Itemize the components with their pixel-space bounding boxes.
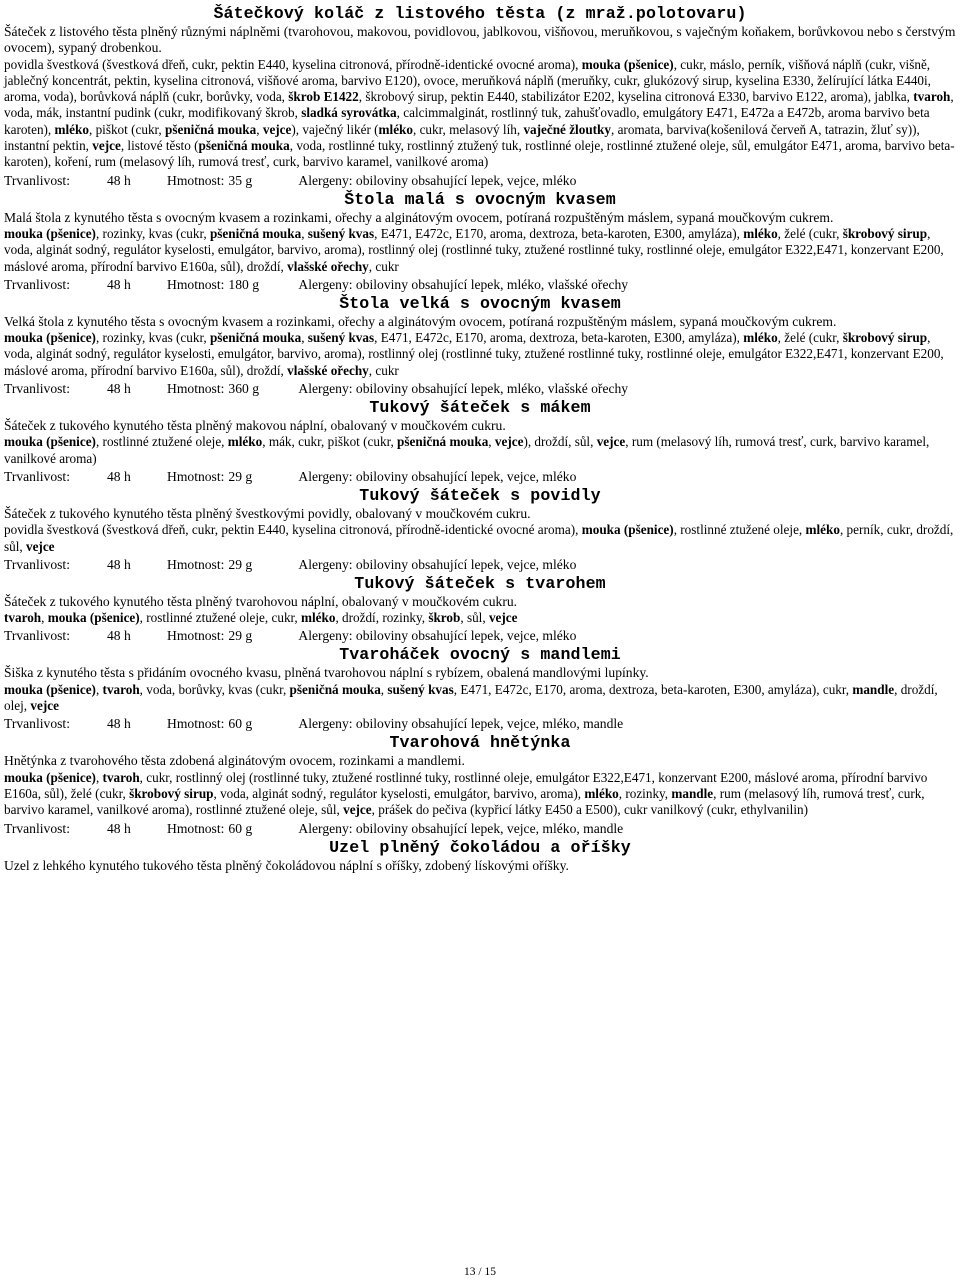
weight-value: 29 g: [228, 628, 253, 644]
ingredient-text: ), droždí, sůl,: [523, 434, 597, 450]
ingredient-text: ,: [41, 610, 48, 626]
product-description: Šiška z kynutého těsta s přidáním ovocného kvasu, plněná tvarohovou náplní s rybízem, obalená mandlovými lupínky.: [4, 665, 649, 681]
allergen-ingredient: vejce: [92, 138, 121, 154]
ingredient-text: povidla švestková (švestková dřeň, cukr, pektin E440, kyselina citronová, přírodně-identické ovocné aroma),: [4, 56, 582, 72]
shelf-life-value: 48 h: [107, 820, 131, 836]
shelf-life-value: 48 h: [107, 556, 131, 572]
ingredient-text: , droždí, olej,: [4, 681, 938, 714]
product-meta-row: [4, 171, 956, 190]
allergen-ingredient: sladká syrovátka: [301, 105, 397, 121]
product-title: Tukový šáteček s mákem: [369, 398, 591, 418]
weight-value: 60 g: [228, 820, 253, 836]
product-description: Uzel z lehkého kynutého tukového těsta plněný čokoládovou náplní s oříšky, zdobený lískovými oříšky.: [4, 857, 569, 873]
allergen-ingredient: pšeničná mouka: [289, 681, 381, 697]
product-section: [4, 574, 956, 646]
allergen-ingredient: pšeničná mouka: [209, 330, 302, 346]
allergen-ingredient: sušený kvas: [307, 225, 375, 241]
ingredient-text: , rozinky,: [618, 785, 672, 801]
ingredient-text: ,: [380, 681, 388, 697]
product-description: Malá štola z kynutého těsta s ovocným kvasem a rozinkami, ořechy a alginátovým ovocem, potíraná rozpuštěným máslem, sypaná moučkovým cukrem.: [4, 209, 834, 225]
allergen-ingredient: mléko: [805, 522, 840, 538]
allergen-ingredient: vlašské ořechy: [287, 258, 369, 274]
shelf-life-label: Trvanlivost:: [4, 468, 70, 484]
ingredients-list: [4, 434, 956, 467]
shelf-life-label: Trvanlivost:: [4, 381, 70, 397]
ingredient-text: , mák, cukr, piškot (cukr,: [262, 434, 398, 450]
product-title: Štola malá s ovocným kvasem: [344, 189, 616, 209]
product-section: [4, 733, 956, 837]
allergen-ingredient: tvaroh: [4, 610, 42, 626]
allergen-ingredient: mouka (pšenice): [4, 681, 96, 697]
ingredient-text: , cukr, rostlinný olej (rostlinné tuky, ztužené rostlinné tuky, rostlinné oleje, emulgátor E322,E471, konzervant E200, máslové aroma, přírodní barvivo E160a, sůl), želé (cukr,: [4, 769, 928, 801]
ingredient-text: , rostlinné ztužené oleje,: [95, 434, 228, 450]
shelf-life-value: 48 h: [107, 468, 131, 484]
ingredient-text: povidla švestková (švestková dřeň, cukr, pektin E440, kyselina citronová, přírodně-identické ovocné aroma),: [4, 522, 582, 538]
allergen-ingredient: mouka (pšenice): [4, 330, 96, 346]
allergen-ingredient: pšeničná mouka: [209, 225, 302, 241]
ingredient-text: , E471, E472c, E170, aroma, dextroza, beta-karoten, E300, amyláza), cukr,: [453, 681, 853, 697]
ingredient-text: ,: [95, 769, 103, 785]
weight-label: Hmotnost:: [167, 716, 225, 732]
allergen-ingredient: mléko: [743, 330, 778, 346]
ingredients-list: [4, 682, 956, 715]
allergen-ingredient: mléko: [378, 121, 413, 137]
allergen-ingredient: vejce: [30, 698, 59, 714]
ingredient-text: , voda, borůvky, kvas (cukr,: [139, 681, 290, 697]
allergens-text: Alergeny: obiloviny obsahující lepek, vejce, mléko, mandle: [298, 716, 624, 732]
weight-value: 35 g: [228, 172, 253, 188]
ingredient-text: , voda, alginát sodný, regulátor kyselosti, emulgátor, barvivo, aroma), rostlinný olej (rostlinné tuky, ztužené rostlinné tuky, rostlinné oleje, emulgátor E322,E471, konzervant E200, máslové aroma, přírodní barvivo E160a, sůl), droždí,: [4, 225, 944, 274]
allergens-text: Alergeny: obiloviny obsahující lepek, vejce, mléko, mandle: [298, 820, 624, 836]
allergen-ingredient: sušený kvas: [307, 330, 375, 346]
ingredients-list: [4, 522, 956, 555]
shelf-life-label: Trvanlivost:: [4, 276, 70, 292]
shelf-life-value: 48 h: [107, 276, 131, 292]
ingredient-text: ,: [488, 434, 495, 450]
ingredient-text: , cukr, máslo, perník, višňová náplň (cukr, višně, jablečný koncentrát, pektin, kyselina citronová, višňové aroma, barvivo E120), ovoce, meruňková náplň (meruňky, cukr, glukózový sirup, kyselina E330, želírující látka E440i, aroma, voda), borůvková náplň (cukr, borůvky, voda,: [4, 56, 931, 105]
weight-value: 29 g: [228, 468, 253, 484]
ingredient-text: , voda, rostlinné tuky, rostlinný ztužený tuk, rostlinné oleje, rostlinné ztužené oleje, sůl, emulgátor E471, aroma, barvivo beta-karoten), koření, rum (melasový líh, rumová tresť, curk, barvivo karamel, vanilkové aroma): [4, 138, 955, 170]
shelf-life-label: Trvanlivost:: [4, 556, 70, 572]
allergen-ingredient: vlašské ořechy: [287, 362, 369, 378]
allergens-text: Alergeny: obiloviny obsahující lepek, vejce, mléko: [298, 556, 577, 572]
weight-value: 360 g: [228, 381, 259, 397]
ingredient-text: , E471, E472c, E170, aroma, dextroza, beta-karoten, E300, amyláza),: [374, 330, 744, 346]
page-number: 13 / 15: [464, 1266, 496, 1278]
product-section: [4, 190, 956, 294]
product-description: Velká štola z kynutého těsta s ovocným kvasem a rozinkami, ořechy a alginátovým ovocem, potíraná rozpuštěným máslem, sypaná moučkovým cukrem.: [4, 313, 837, 329]
product-title: Štola velká s ovocným kvasem: [339, 293, 621, 313]
shelf-life-value: 48 h: [107, 381, 131, 397]
allergen-ingredient: mouka (pšenice): [4, 434, 96, 450]
ingredient-text: , rum (melasový líh, rumová tresť, curk, barvivo karamel, vanilkové aroma): [4, 434, 930, 466]
allergen-ingredient: mouka (pšenice): [581, 56, 674, 72]
ingredient-text: , rozinky, kvas (cukr,: [95, 225, 210, 241]
ingredient-text: , E471, E472c, E170, aroma, dextroza, beta-karoten, E300, amyláza),: [374, 225, 744, 241]
weight-value: 60 g: [228, 716, 253, 732]
allergens-text: Alergeny: obiloviny obsahující lepek, mléko, vlašské ořechy: [298, 276, 629, 292]
allergen-ingredient: tvaroh: [102, 681, 140, 697]
ingredient-text: , listové těsto (: [120, 138, 199, 154]
weight-value: 180 g: [228, 276, 259, 292]
ingredient-text: , cukr, melasový líh,: [412, 121, 524, 137]
allergen-ingredient: tvaroh: [913, 89, 951, 105]
allergens-text: Alergeny: obiloviny obsahující lepek, vejce, mléko: [298, 628, 577, 644]
product-description: Šáteček z tukového kynutého těsta plněný švestkovými povidly, obalovaný v moučkovém cukru.: [4, 505, 531, 521]
product-section: [4, 645, 956, 733]
allergen-ingredient: vejce: [343, 802, 372, 818]
allergen-ingredient: mandle: [671, 785, 714, 801]
product-section: [4, 486, 956, 574]
product-section: [4, 398, 956, 486]
ingredient-text: , rum (melasový líh, rumová tresť, curk, barvivo karamel, vanilkové aroma), rostlinné ztužené oleje, sůl,: [4, 785, 925, 818]
product-meta-row: [4, 275, 956, 294]
product-title: Tvaroháček ovocný s mandlemi: [339, 645, 621, 665]
ingredients-list: [4, 330, 956, 379]
ingredient-text: ,: [95, 681, 103, 697]
product-title: Tukový šáteček s povidly: [359, 485, 601, 505]
allergen-ingredient: škrobový sirup: [842, 225, 928, 241]
product-description: Šáteček z listového těsta plněný různými náplněmi (tvarohovou, makovou, povidlovou, jablkovou, višňovou, meruňkovou, s vaječným koňakem, borůvkovou nebo s čerstvým ovocem), sypaný drobenkou.: [4, 24, 956, 56]
allergen-ingredient: pšeničná mouka: [165, 121, 257, 137]
weight-label: Hmotnost:: [167, 172, 225, 188]
product-meta-row: [4, 379, 956, 398]
shelf-life-label: Trvanlivost:: [4, 716, 70, 732]
product-description: Hnětýnka z tvarohového těsta zdobená alginátovým ovocem, rozinkami a mandlemi.: [4, 753, 465, 769]
weight-label: Hmotnost:: [167, 381, 225, 397]
document-page: [4, 4, 956, 874]
ingredient-text: , prášek do pečiva (kypřicí látky E450 a E500), cukr vanilkový (cukr, ethylvanilin): [371, 802, 808, 818]
product-meta-row: [4, 714, 956, 733]
allergen-ingredient: vejce: [494, 434, 524, 450]
allergen-ingredient: pšeničná mouka: [397, 434, 489, 450]
ingredient-text: , sůl,: [460, 610, 489, 626]
weight-value: 29 g: [228, 556, 253, 572]
product-title: Tukový šáteček s tvarohem: [354, 573, 606, 593]
ingredient-text: , voda, mák, instantní pudink (cukr, modifikovaný škrob,: [4, 89, 954, 121]
ingredient-text: , cukr: [368, 258, 399, 274]
weight-label: Hmotnost:: [167, 276, 225, 292]
ingredient-text: , piškot (cukr,: [88, 121, 165, 137]
ingredient-text: , voda, alginát sodný, regulátor kyselosti, emulgátor, barvivo, aroma), rostlinný olej (rostlinné tuky, ztužené rostlinné tuky, rostlinné oleje, emulgátor E322,E471, konzervant E200, máslové aroma, přírodní barvivo E160a, sůl), droždí,: [4, 330, 944, 378]
allergen-ingredient: mouka (pšenice): [4, 225, 96, 241]
ingredient-text: , rozinky, kvas (cukr,: [95, 330, 210, 346]
weight-label: Hmotnost:: [167, 556, 225, 572]
ingredient-text: , calcimmalginát, rostlinný tuk, zahušťovadlo, emulgátory E471, E472a a E472b, aroma barvivo beta karoten),: [4, 105, 930, 137]
product-meta-row: [4, 626, 956, 645]
product-meta-row: [4, 819, 956, 838]
ingredient-text: ,: [301, 225, 308, 241]
product-section: [4, 294, 956, 398]
ingredients-list: [4, 57, 956, 171]
product-title: Šátečkový koláč z listového těsta (z mraž.polotovaru): [213, 4, 747, 23]
ingredient-text: , želé (cukr,: [777, 330, 843, 346]
allergen-ingredient: mouka (pšenice): [581, 522, 674, 538]
allergen-ingredient: vejce: [488, 610, 518, 626]
ingredient-text: , rostlinné ztužené oleje, cukr,: [139, 610, 301, 626]
allergens-text: Alergeny: obiloviny obsahující lepek, mléko, vlašské ořechy: [298, 381, 629, 397]
shelf-life-value: 48 h: [107, 172, 131, 188]
ingredient-text: , perník, cukr, droždí, sůl,: [4, 522, 954, 554]
ingredients-list: [4, 610, 956, 626]
allergens-text: Alergeny: obiloviny obsahující lepek, vejce, mléko: [298, 172, 577, 188]
product-section: [4, 838, 956, 874]
allergen-ingredient: vejce: [25, 538, 55, 554]
product-title: Tvarohová hnětýnka: [389, 733, 571, 753]
allergen-ingredient: škrobový sirup: [129, 785, 214, 801]
allergen-ingredient: mléko: [584, 785, 619, 801]
ingredient-text: , droždí, rozinky,: [335, 610, 429, 626]
allergen-ingredient: mléko: [54, 121, 89, 137]
ingredients-list: [4, 226, 956, 275]
allergens-text: Alergeny: obiloviny obsahující lepek, vejce, mléko: [298, 468, 577, 484]
ingredient-text: , aromata, barviva(košenilová červeň A, tatrazin, žluť sy)), instantní pektin,: [4, 121, 920, 154]
allergen-ingredient: mouka (pšenice): [4, 769, 96, 785]
shelf-life-label: Trvanlivost:: [4, 820, 70, 836]
ingredient-text: ,: [256, 121, 263, 137]
shelf-life-label: Trvanlivost:: [4, 172, 70, 188]
shelf-life-value: 48 h: [107, 628, 131, 644]
weight-label: Hmotnost:: [167, 820, 225, 836]
allergen-ingredient: škrob: [428, 610, 461, 626]
ingredients-list: [4, 770, 956, 819]
product-description: Šáteček z tukového kynutého těsta plněný makovou náplní, obalovaný v moučkovém cukru.: [4, 418, 506, 434]
product-meta-row: [4, 555, 956, 574]
allergen-ingredient: vejce: [596, 434, 626, 450]
shelf-life-label: Trvanlivost:: [4, 628, 70, 644]
allergen-ingredient: mléko: [743, 225, 778, 241]
allergen-ingredient: mandle: [852, 681, 895, 697]
product-section: [4, 4, 956, 190]
ingredient-text: ), vaječný likér (: [291, 121, 379, 137]
ingredient-text: , voda, alginát sodný, regulátor kyselosti, emulgátor, barvivo, aroma),: [213, 785, 585, 801]
product-meta-row: [4, 467, 956, 486]
allergen-ingredient: mléko: [227, 434, 263, 450]
allergen-ingredient: vejce: [262, 121, 292, 137]
weight-label: Hmotnost:: [167, 628, 225, 644]
allergen-ingredient: škrobový sirup: [842, 330, 928, 346]
shelf-life-value: 48 h: [107, 716, 131, 732]
product-title: Uzel plněný čokoládou a oříšky: [329, 837, 631, 857]
ingredient-text: , rostlinné ztužené oleje,: [673, 522, 806, 538]
allergen-ingredient: škrob E1422: [288, 89, 359, 105]
allergen-ingredient: mouka (pšenice): [47, 610, 140, 626]
allergen-ingredient: vaječné žloutky: [523, 121, 611, 137]
allergen-ingredient: pšeničná mouka: [198, 138, 290, 154]
ingredient-text: ,: [301, 330, 308, 346]
ingredient-text: , želé (cukr,: [777, 225, 843, 241]
allergen-ingredient: tvaroh: [102, 769, 140, 785]
weight-label: Hmotnost:: [167, 468, 225, 484]
product-description: Šáteček z tukového kynutého těsta plněný tvarohovou náplní, obalovaný v moučkovém cukru.: [4, 593, 518, 609]
allergen-ingredient: sušený kvas: [387, 681, 454, 697]
allergen-ingredient: mléko: [301, 610, 336, 626]
ingredient-text: , škrobový sirup, pektin E440, stabilizátor E202, kyselina citronová E330, barvivo E122, aroma), jablka,: [358, 89, 914, 105]
ingredient-text: , cukr: [368, 362, 399, 378]
